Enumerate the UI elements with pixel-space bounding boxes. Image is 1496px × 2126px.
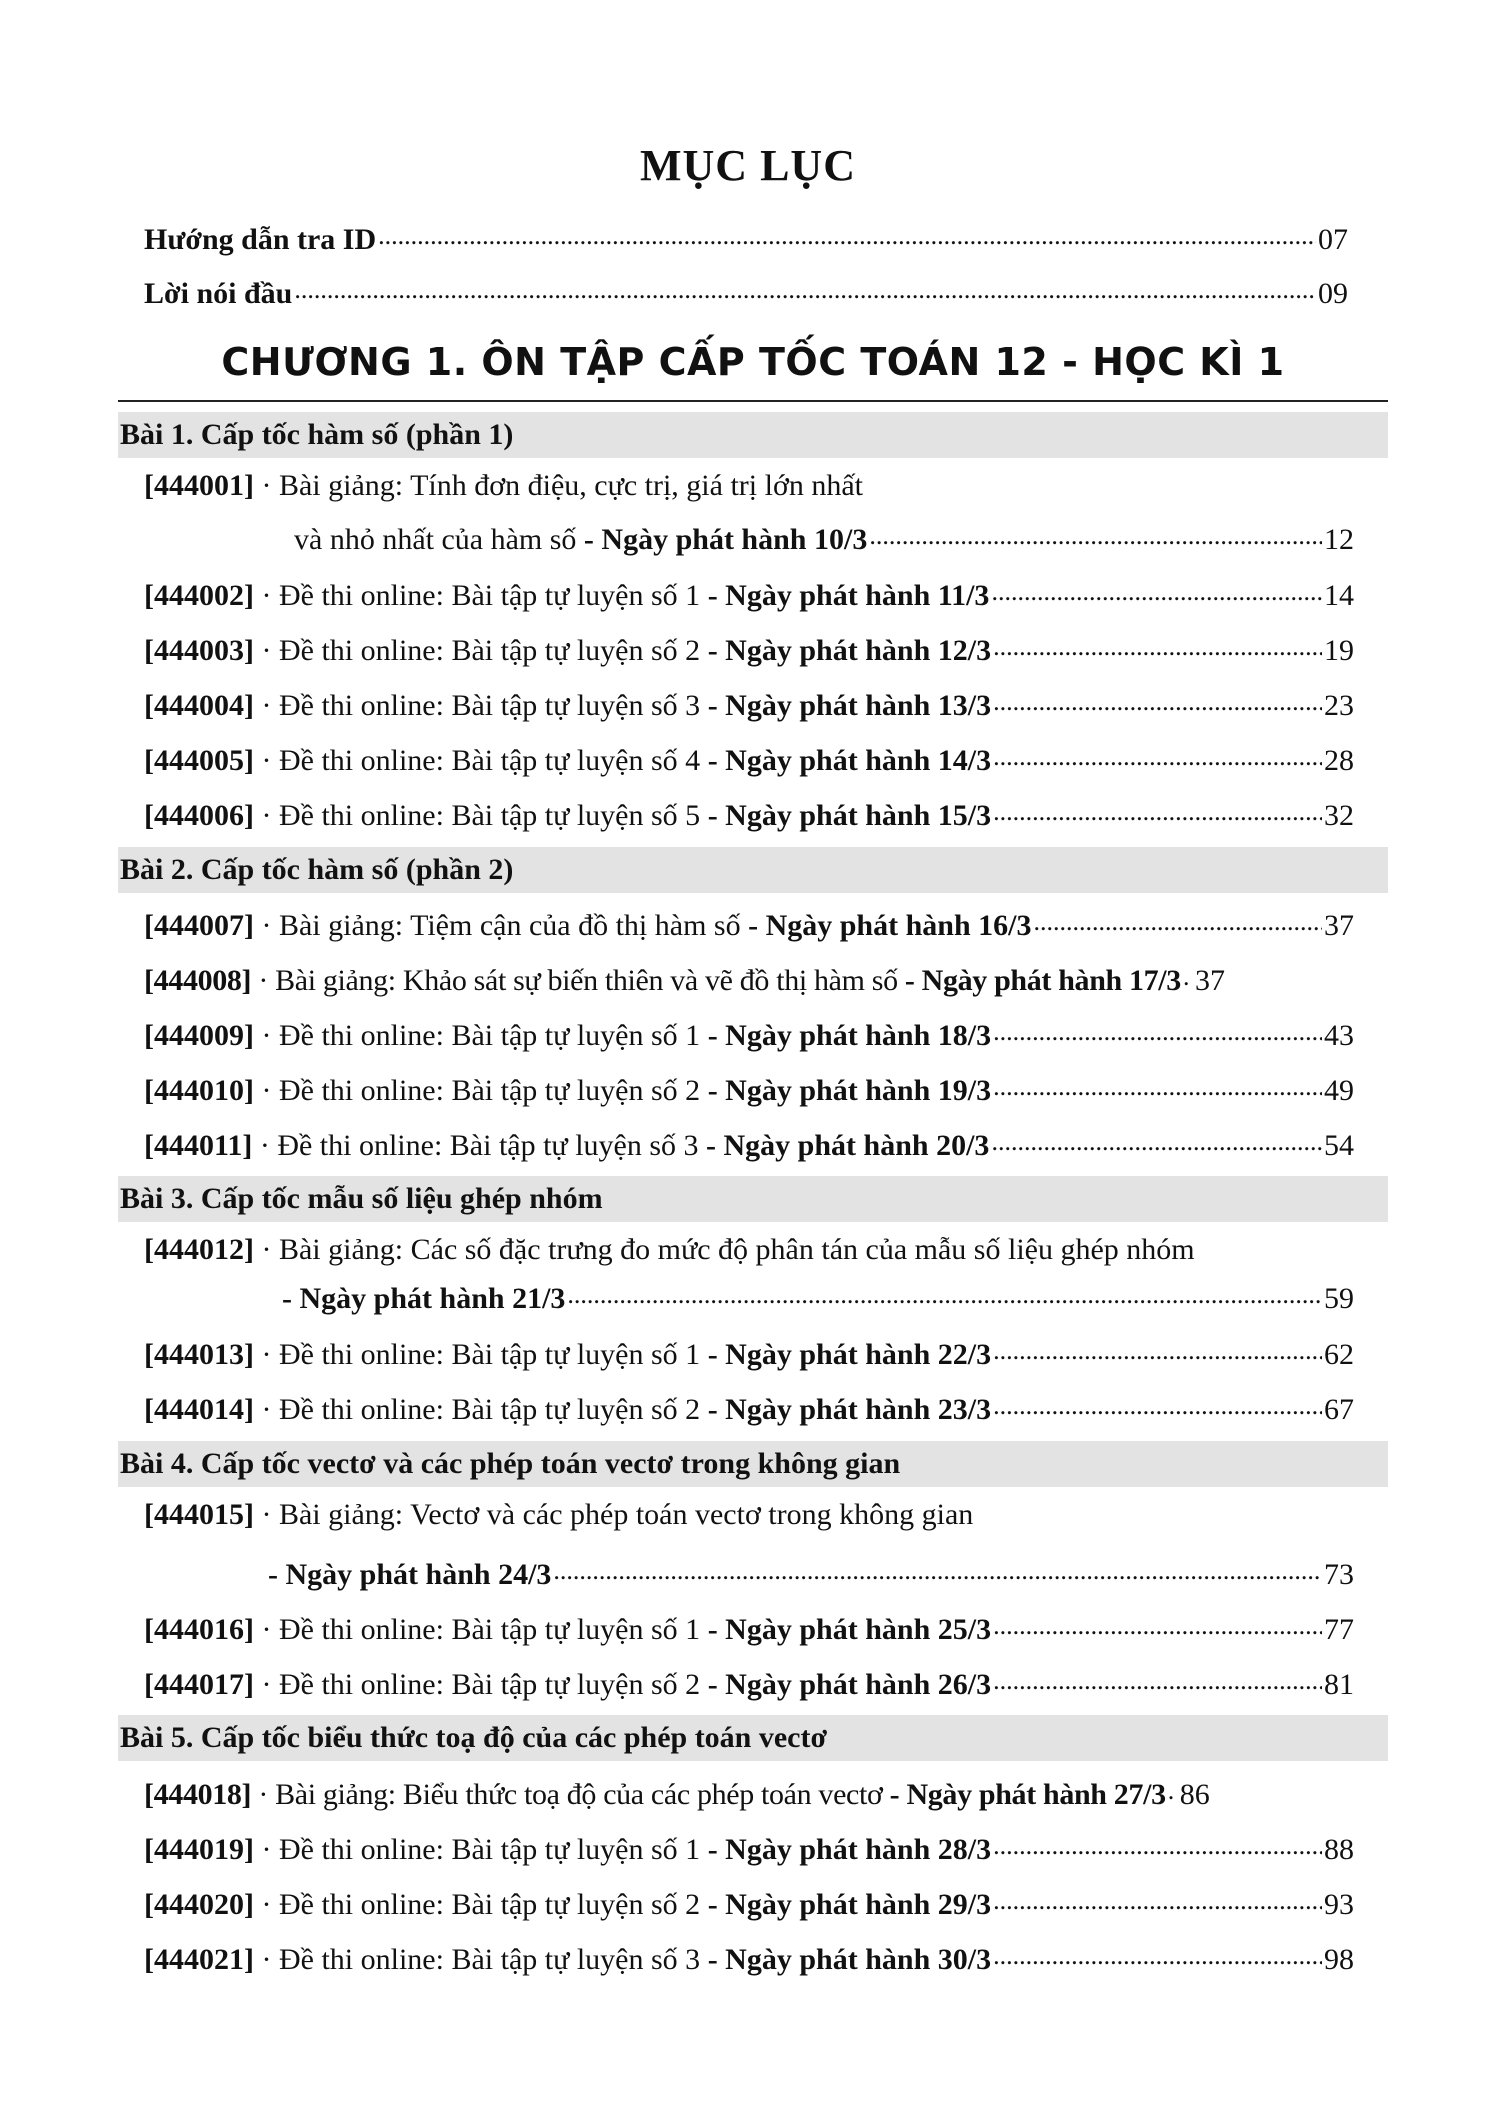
chapter-heading: CHƯƠNG 1. ÔN TẬP CẤP TỐC TOÁN 12 - HỌC KÌ 1 <box>221 340 1285 384</box>
leader-dots <box>1034 904 1323 940</box>
toc-entry-id-guide[interactable] <box>144 218 1348 258</box>
entry-text: · Đề thi online: Bài tập tự luyện số 2 <box>253 634 708 667</box>
leader-dots <box>993 629 1322 665</box>
entry-page: 59 <box>1324 1282 1354 1315</box>
toc-entry-444014[interactable] <box>144 1388 1354 1428</box>
release-date: - Ngày phát hành 19/3 <box>707 1074 992 1107</box>
entry-text: · Đề thi online: Bài tập tự luyện số 1 <box>253 579 708 612</box>
release-date: - Ngày phát hành 28/3 <box>707 1833 992 1866</box>
toc-entry-444020[interactable] <box>144 1883 1354 1923</box>
leader-dots <box>993 1883 1322 1919</box>
release-date: - Ngày phát hành 18/3 <box>707 1019 992 1052</box>
release-date: - Ngày phát hành 23/3 <box>707 1393 992 1426</box>
toc-entry-444018[interactable] <box>144 1773 1354 1813</box>
toc-entry-444012-line1[interactable] <box>144 1232 1195 1268</box>
entry-id: [444018] <box>144 1778 252 1811</box>
section-heading[interactable]: Bài 1. Cấp tốc hàm số (phần 1) <box>118 412 1388 458</box>
entry-page: 07 <box>1318 223 1348 256</box>
entry-page: 37 <box>1324 909 1354 942</box>
entry-id: [444013] <box>144 1338 254 1371</box>
entry-id: [444021] <box>144 1943 254 1976</box>
toc-entry-444008[interactable] <box>144 959 1354 999</box>
leader-dots <box>553 1553 1322 1589</box>
release-date: - Ngày phát hành 20/3 <box>706 1129 990 1162</box>
leader-dots <box>993 684 1322 720</box>
section-heading[interactable]: Bài 3. Cấp tốc mẫu số liệu ghép nhóm <box>118 1176 1388 1222</box>
toc-entry-444006[interactable] <box>144 794 1354 834</box>
release-date: - Ngày phát hành 15/3 <box>707 799 992 832</box>
leader-dots <box>991 1124 1322 1160</box>
entry-id: [444012] <box>144 1233 254 1266</box>
entry-page: 09 <box>1318 277 1348 310</box>
leader-dots <box>993 1608 1322 1644</box>
release-date: - Ngày phát hành 11/3 <box>707 579 990 612</box>
entry-page: 93 <box>1324 1888 1354 1921</box>
leader-dots <box>1168 1773 1178 1809</box>
entry-page: 32 <box>1324 799 1354 832</box>
entry-text: · Đề thi online: Bài tập tự luyện số 1 <box>253 1338 708 1371</box>
entry-page: 12 <box>1324 523 1354 556</box>
release-date: - Ngày phát hành 25/3 <box>707 1613 992 1646</box>
leader-dots <box>378 218 1316 254</box>
toc-entry-444019[interactable] <box>144 1828 1354 1868</box>
entry-id: [444014] <box>144 1393 254 1426</box>
leader-dots <box>993 1388 1322 1424</box>
entry-text: · Bài giảng: Các số đặc trưng đo mức độ phân tán của mẫu số liệu ghép nhóm <box>253 1233 1195 1266</box>
leader-dots <box>993 1828 1322 1864</box>
entry-text: và nhỏ nhất của hàm số <box>294 523 584 556</box>
leader-dots <box>993 1069 1322 1105</box>
release-date: - Ngày phát hành 27/3 <box>889 1778 1166 1811</box>
leader-dots <box>869 518 1322 554</box>
entry-text: · Đề thi online: Bài tập tự luyện số 2 <box>253 1888 708 1921</box>
entry-text: · Bài giảng: Biểu thức toạ độ của các phép toán vectơ <box>251 1778 890 1811</box>
entry-text: · Bài giảng: Tiệm cận của đồ thị hàm số <box>253 909 749 942</box>
entry-label: Lời nói đầu <box>144 277 293 310</box>
leader-dots <box>1183 959 1193 995</box>
release-date: - Ngày phát hành 21/3 <box>282 1282 566 1315</box>
entry-page: 49 <box>1324 1074 1354 1107</box>
leader-dots <box>567 1277 1322 1313</box>
entry-id: [444007] <box>144 909 254 942</box>
entry-id: [444016] <box>144 1613 254 1646</box>
entry-text: · Bài giảng: Vectơ và các phép toán vectơ trong không gian <box>253 1498 974 1531</box>
entry-page: 73 <box>1324 1558 1354 1591</box>
entry-text: · Bài giảng: Khảo sát sự biến thiên và vẽ đồ thị hàm số <box>251 964 905 997</box>
leader-dots <box>993 1014 1322 1050</box>
entry-id: [444017] <box>144 1668 254 1701</box>
entry-text: · Đề thi online: Bài tập tự luyện số 3 <box>253 1943 708 1976</box>
release-date: - Ngày phát hành 29/3 <box>707 1888 992 1921</box>
entry-text: · Đề thi online: Bài tập tự luyện số 3 <box>253 689 708 722</box>
entry-id: [444004] <box>144 689 254 722</box>
release-date: - Ngày phát hành 24/3 <box>268 1558 552 1591</box>
release-date: - Ngày phát hành 14/3 <box>707 744 992 777</box>
entry-id: [444020] <box>144 1888 254 1921</box>
entry-id: [444003] <box>144 634 254 667</box>
toc-entry-444009[interactable] <box>144 1014 1354 1054</box>
entry-text: · Đề thi online: Bài tập tự luyện số 1 <box>253 1613 708 1646</box>
entry-text: · Đề thi online: Bài tập tự luyện số 4 <box>253 744 708 777</box>
release-date: - Ngày phát hành 26/3 <box>707 1668 992 1701</box>
entry-id: [444015] <box>144 1498 254 1531</box>
entry-page: 54 <box>1324 1129 1354 1162</box>
entry-label: Hướng dẫn tra ID <box>144 223 377 256</box>
entry-id: [444002] <box>144 579 254 612</box>
entry-text: · Bài giảng: Tính đơn điệu, cực trị, giá trị lớn nhất <box>253 469 863 502</box>
section-heading[interactable]: Bài 4. Cấp tốc vectơ và các phép toán vectơ trong không gian <box>118 1441 1388 1487</box>
release-date: - Ngày phát hành 16/3 <box>748 909 1032 942</box>
entry-id: [444009] <box>144 1019 254 1052</box>
toc-entry-444011[interactable] <box>144 1124 1354 1164</box>
entry-page: 19 <box>1324 634 1354 667</box>
toc-entry-444017[interactable] <box>144 1663 1354 1703</box>
entry-text: · Đề thi online: Bài tập tự luyện số 2 <box>253 1074 708 1107</box>
release-date: - Ngày phát hành 12/3 <box>707 634 992 667</box>
release-date: - Ngày phát hành 13/3 <box>707 689 992 722</box>
release-date: - Ngày phát hành 10/3 <box>583 523 868 556</box>
release-date: - Ngày phát hành 22/3 <box>707 1338 992 1371</box>
release-date: - Ngày phát hành 17/3 <box>904 964 1181 997</box>
toc-entry-444004[interactable] <box>144 684 1354 724</box>
toc-entry-444021[interactable] <box>144 1938 1354 1978</box>
toc-entry-444016[interactable] <box>144 1608 1354 1648</box>
toc-entry-444015-line1[interactable] <box>144 1497 973 1533</box>
leader-dots <box>993 794 1322 830</box>
entry-page: 37 <box>1194 964 1225 997</box>
entry-text: · Đề thi online: Bài tập tự luyện số 5 <box>253 799 708 832</box>
leader-dots <box>993 1663 1322 1699</box>
toc-entry-444015-line2[interactable] <box>268 1553 1354 1593</box>
release-date: - Ngày phát hành 30/3 <box>707 1943 992 1976</box>
entry-id: [444001] <box>144 469 254 502</box>
leader-dots <box>993 1938 1322 1974</box>
entry-page: 62 <box>1324 1338 1354 1371</box>
entry-page: 88 <box>1324 1833 1354 1866</box>
entry-page: 14 <box>1324 579 1354 612</box>
chapter-divider <box>118 400 1388 402</box>
entry-text: · Đề thi online: Bài tập tự luyện số 1 <box>253 1833 708 1866</box>
entry-page: 23 <box>1324 689 1354 722</box>
entry-id: [444019] <box>144 1833 254 1866</box>
entry-page: 86 <box>1179 1778 1210 1811</box>
leader-dots <box>294 272 1316 308</box>
entry-page: 43 <box>1324 1019 1354 1052</box>
toc-entry-444012-line2[interactable] <box>282 1277 1354 1317</box>
entry-id: [444011] <box>144 1129 253 1162</box>
toc-entry-444013[interactable] <box>144 1333 1354 1373</box>
toc-entry-444001-line1[interactable] <box>144 468 863 504</box>
entry-id: [444010] <box>144 1074 254 1107</box>
entry-page: 28 <box>1324 744 1354 777</box>
toc-entry-preface[interactable] <box>144 272 1348 312</box>
entry-text: · Đề thi online: Bài tập tự luyện số 2 <box>253 1393 708 1426</box>
entry-text: · Đề thi online: Bài tập tự luyện số 1 <box>253 1019 708 1052</box>
entry-id: [444008] <box>144 964 252 997</box>
section-heading[interactable]: Bài 2. Cấp tốc hàm số (phần 2) <box>118 847 1388 893</box>
leader-dots <box>993 1333 1322 1369</box>
entry-page: 67 <box>1324 1393 1354 1426</box>
leader-dots <box>993 739 1322 775</box>
toc-entry-444002[interactable] <box>144 574 1354 614</box>
toc-entry-444010[interactable] <box>144 1069 1354 1109</box>
entry-id: [444006] <box>144 799 254 832</box>
toc-entry-444003[interactable] <box>144 629 1354 669</box>
toc-entry-444001-line2[interactable] <box>294 518 1354 558</box>
entry-page: 98 <box>1324 1943 1354 1976</box>
leader-dots <box>991 574 1322 610</box>
toc-entry-444007[interactable] <box>144 904 1354 944</box>
entry-text: · Đề thi online: Bài tập tự luyện số 3 <box>252 1129 707 1162</box>
toc-title: MỤC LỤC <box>640 141 856 190</box>
entry-page: 77 <box>1324 1613 1354 1646</box>
toc-entry-444005[interactable] <box>144 739 1354 779</box>
entry-id: [444005] <box>144 744 254 777</box>
entry-page: 81 <box>1324 1668 1354 1701</box>
section-heading[interactable]: Bài 5. Cấp tốc biểu thức toạ độ của các phép toán vectơ <box>118 1715 1388 1761</box>
entry-text: · Đề thi online: Bài tập tự luyện số 2 <box>253 1668 708 1701</box>
